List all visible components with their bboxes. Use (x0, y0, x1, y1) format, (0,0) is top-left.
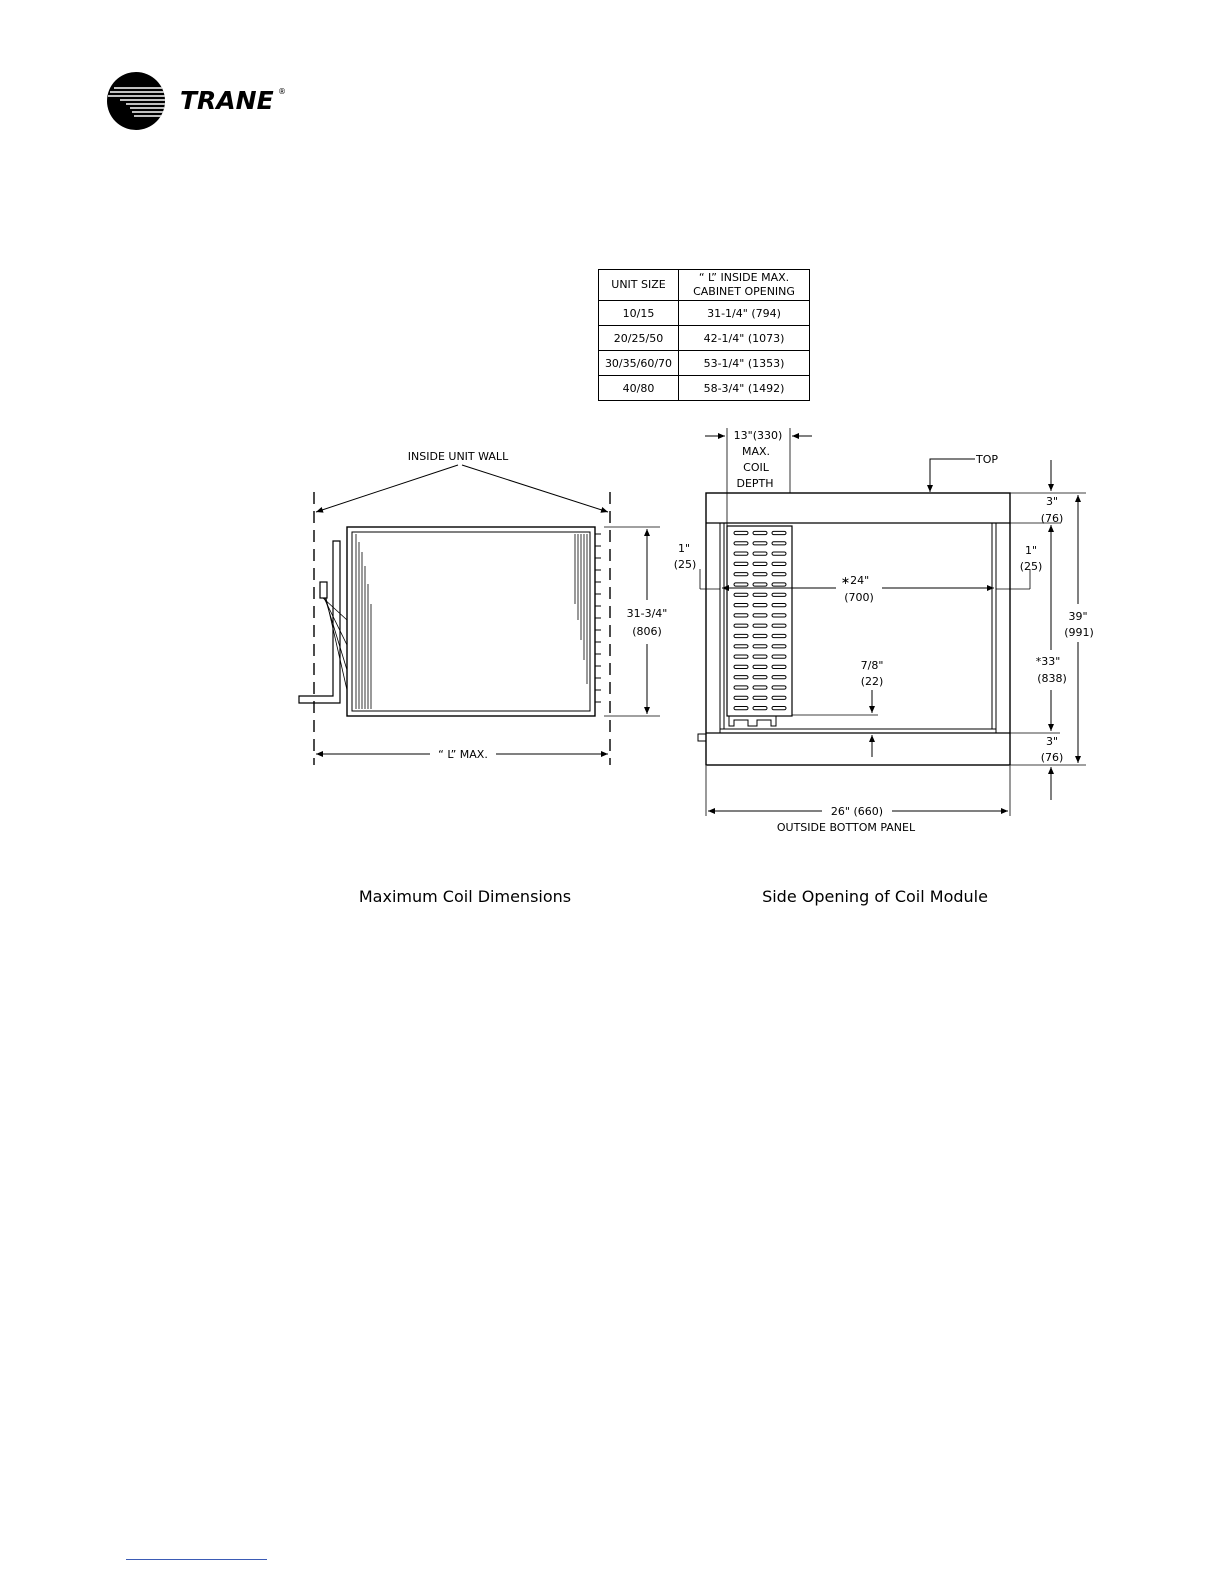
total-height-in-label: 39" (1068, 610, 1088, 623)
opening-cell: 42-1/4" (1073) (679, 326, 810, 351)
opening-cell: 31-1/4" (794) (679, 301, 810, 326)
coil-slot (753, 573, 767, 576)
module-outline (706, 493, 1010, 765)
header-unit-size: UNIT SIZE (599, 270, 679, 301)
coil-frame (347, 527, 595, 716)
header-opening-line2: CABINET OPENING (693, 285, 795, 298)
coil-slot (734, 593, 748, 596)
unit-size-cell: 40/80 (599, 376, 679, 401)
coil-slot (734, 531, 748, 534)
coil-header-piping (299, 541, 347, 703)
coil-slot (753, 676, 767, 679)
brand-registered: ® (278, 87, 286, 96)
left-stub (698, 734, 706, 741)
coil-height-mm-label: (806) (632, 625, 662, 638)
coil-slot (753, 531, 767, 534)
depth-label-3: COIL (743, 461, 769, 474)
total-height-mm-label: (991) (1064, 626, 1094, 639)
unit-size-cell: 20/25/50 (599, 326, 679, 351)
coil-slot (772, 665, 786, 668)
coil-slot (753, 614, 767, 617)
top-panel-mm-label: (76) (1040, 512, 1064, 525)
unit-size-cell: 30/35/60/70 (599, 351, 679, 376)
coil-slot (753, 645, 767, 648)
coil-slot (734, 573, 748, 576)
bottom-panel-mm-label: (76) (1040, 751, 1064, 764)
coil-slot (772, 542, 786, 545)
coil-slot (734, 686, 748, 689)
coil-block (727, 526, 792, 716)
bottom-panel-in-label: 3" (1045, 735, 1059, 748)
coil-slot (772, 604, 786, 607)
brand-name: TRANE (180, 86, 274, 115)
coil-fins-right (575, 534, 590, 709)
coil-slot (772, 583, 786, 586)
coil-slot (772, 707, 786, 710)
coil-slot (753, 686, 767, 689)
wall-arrow-right (462, 465, 608, 512)
coil-slot (772, 624, 786, 627)
drain-in-label: 7/8" (860, 659, 884, 672)
max-coil-caption: Maximum Coil Dimensions (358, 887, 572, 906)
bottom-width-label: 26" (660) (830, 805, 884, 818)
coil-slot (753, 707, 767, 710)
coil-slot (734, 696, 748, 699)
coil-slot (772, 676, 786, 679)
coil-slot (734, 634, 748, 637)
opening-cell: 53-1/4" (1353) (679, 351, 810, 376)
coil-slot (772, 531, 786, 534)
coil-slot (772, 552, 786, 555)
coil-slot (734, 665, 748, 668)
coil-slot (753, 634, 767, 637)
coil-slot (753, 655, 767, 658)
inside-unit-wall-label: INSIDE UNIT WALL (407, 450, 509, 463)
inner-height-in-label: *33" (1035, 655, 1061, 668)
coil-slot (734, 707, 748, 710)
coil-slot (772, 573, 786, 576)
top-panel-in-label: 3" (1045, 495, 1059, 508)
coil-slot (753, 562, 767, 565)
coil-slot (734, 676, 748, 679)
depth-label-2: MAX. (741, 445, 771, 458)
footer-rule (126, 1559, 267, 1560)
coil-slot (753, 552, 767, 555)
header-opening-line1: “ L” INSIDE MAX. (698, 271, 790, 284)
inner-height-mm-label: (838) (1037, 672, 1067, 685)
coil-slot (734, 562, 748, 565)
max-coil-drawing (299, 465, 660, 765)
coil-slots (734, 531, 786, 709)
coil-slot (753, 624, 767, 627)
coil-height-in-label: 31-3/4" (626, 607, 668, 620)
coil-slot (734, 645, 748, 648)
coil-slot (772, 696, 786, 699)
coil-slot (772, 686, 786, 689)
right-gap-mm-label: (25) (1019, 560, 1043, 573)
coil-slot (734, 552, 748, 555)
opening-cell: 58-3/4" (1492) (679, 376, 810, 401)
coil-slot (753, 604, 767, 607)
side-opening-caption: Side Opening of Coil Module (762, 887, 988, 906)
left-gap-in-label: 1" (677, 542, 691, 555)
coil-inner-frame (352, 532, 590, 711)
outside-bottom-panel-label: OUTSIDE BOTTOM PANEL (776, 821, 916, 834)
coil-slot (753, 583, 767, 586)
wall-arrow-left (316, 465, 458, 512)
coil-notches (729, 716, 776, 726)
coil-slot (772, 645, 786, 648)
inner-width-mm-label: (700) (844, 591, 874, 604)
coil-slot (734, 542, 748, 545)
inner-width-in-label: ∗24" (840, 574, 870, 587)
top-label: TOP (976, 453, 999, 466)
coil-tube-stubs (595, 534, 601, 702)
coil-slot (753, 593, 767, 596)
depth-label-4: DEPTH (736, 477, 774, 490)
coil-slot (772, 562, 786, 565)
coil-slot (772, 593, 786, 596)
coil-slot (753, 542, 767, 545)
coil-slot (734, 583, 748, 586)
coil-slot (772, 655, 786, 658)
coil-slot (772, 634, 786, 637)
right-gap-in-label: 1" (1024, 544, 1038, 557)
coil-slot (772, 614, 786, 617)
coil-slot (753, 665, 767, 668)
length-max-label: “ L” MAX. (438, 748, 488, 761)
unit-size-cell: 10/15 (599, 301, 679, 326)
left-gap-mm-label: (25) (673, 558, 697, 571)
drain-mm-label: (22) (860, 675, 884, 688)
coil-fins-left (356, 534, 371, 709)
depth-label-1: 13"(330) (733, 429, 783, 442)
top-arrow (930, 459, 975, 492)
coil-slot (734, 604, 748, 607)
coil-slot (734, 655, 748, 658)
coil-slot (734, 614, 748, 617)
coil-slot (734, 624, 748, 627)
coil-slot (753, 696, 767, 699)
